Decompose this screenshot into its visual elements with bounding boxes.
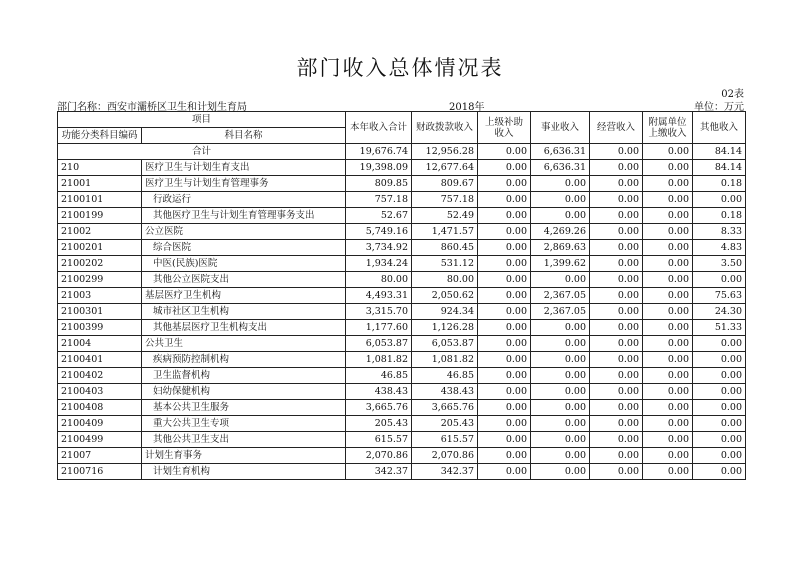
page-title: 部门收入总体情况表 <box>296 56 504 80</box>
table-row <box>58 272 746 288</box>
header-item: 项目 <box>58 112 346 128</box>
func-code-cell: 2100401 <box>58 352 142 368</box>
subject-name-cell: 基本公共卫生服务 <box>142 400 346 416</box>
value-cell: 0.00 <box>478 432 531 448</box>
value-cell: 0.00 <box>478 368 531 384</box>
value-cell: 0.00 <box>478 352 531 368</box>
table-row <box>58 288 746 304</box>
header-func-code: 功能分类科目编码 <box>58 128 142 144</box>
func-code-cell: 2100199 <box>58 208 142 224</box>
table-row <box>58 320 746 336</box>
value-cell: 0.00 <box>590 192 643 208</box>
value-cell: 0.00 <box>693 352 746 368</box>
value-cell: 0.00 <box>693 272 746 288</box>
value-cell: 46.85 <box>346 368 412 384</box>
subject-name-cell: 卫生监督机构 <box>142 368 346 384</box>
total-row <box>58 144 746 160</box>
value-cell: 2,070.86 <box>346 448 412 464</box>
value-cell: 0.18 <box>693 208 746 224</box>
table-row <box>58 304 746 320</box>
value-cell: 0.00 <box>478 320 531 336</box>
value-cell: 19,398.09 <box>346 160 412 176</box>
subject-name-cell: 其他基层医疗卫生机构支出 <box>142 320 346 336</box>
value-cell: 0.00 <box>643 320 693 336</box>
value-cell: 0.00 <box>531 352 590 368</box>
table-row <box>58 160 746 176</box>
value-cell: 0.00 <box>590 160 643 176</box>
value-cell: 0.00 <box>590 368 643 384</box>
value-cell: 0.00 <box>643 448 693 464</box>
value-cell: 531.12 <box>412 256 478 272</box>
table-row <box>58 192 746 208</box>
value-cell: 615.57 <box>412 432 478 448</box>
subject-name-cell: 综合医院 <box>142 240 346 256</box>
value-cell: 0.00 <box>531 384 590 400</box>
table-code: 02表 <box>721 89 744 100</box>
value-cell: 0.00 <box>531 416 590 432</box>
subject-name-cell: 其他公共卫生支出 <box>142 432 346 448</box>
value-cell: 1,081.82 <box>346 352 412 368</box>
value-cell: 757.18 <box>346 192 412 208</box>
value-cell: 860.45 <box>412 240 478 256</box>
value-cell: 0.00 <box>531 192 590 208</box>
value-cell: 0.00 <box>643 256 693 272</box>
table-row <box>58 432 746 448</box>
value-cell: 6,636.31 <box>531 160 590 176</box>
value-cell: 809.85 <box>346 176 412 192</box>
header-col-other: 其他收入 <box>693 112 746 144</box>
value-cell: 0.00 <box>693 448 746 464</box>
value-cell: 0.00 <box>590 240 643 256</box>
value-cell: 3,734.92 <box>346 240 412 256</box>
value-cell: 438.43 <box>346 384 412 400</box>
header-subject-name: 科目名称 <box>142 128 346 144</box>
table-row <box>58 256 746 272</box>
value-cell: 2,367.05 <box>531 288 590 304</box>
header-col-operating: 经营收入 <box>590 112 643 144</box>
total-value: 6,636.31 <box>531 144 590 160</box>
subject-name-cell: 基层医疗卫生机构 <box>142 288 346 304</box>
value-cell: 0.00 <box>643 176 693 192</box>
value-cell: 0.00 <box>478 384 531 400</box>
value-cell: 0.00 <box>643 224 693 240</box>
value-cell: 0.00 <box>590 256 643 272</box>
header-col-total: 本年收入合计 <box>346 112 412 144</box>
value-cell: 3,315.70 <box>346 304 412 320</box>
value-cell: 84.14 <box>693 160 746 176</box>
value-cell: 0.00 <box>590 352 643 368</box>
value-cell: 2,367.05 <box>531 304 590 320</box>
total-value: 19,676.74 <box>346 144 412 160</box>
value-cell: 0.00 <box>478 192 531 208</box>
value-cell: 75.63 <box>693 288 746 304</box>
total-value: 0.00 <box>590 144 643 160</box>
value-cell: 0.00 <box>643 288 693 304</box>
value-cell: 0.00 <box>590 432 643 448</box>
value-cell: 0.00 <box>693 192 746 208</box>
value-cell: 615.57 <box>346 432 412 448</box>
value-cell: 0.00 <box>643 336 693 352</box>
value-cell: 0.00 <box>643 432 693 448</box>
func-code-cell: 2100408 <box>58 400 142 416</box>
value-cell: 0.00 <box>693 336 746 352</box>
value-cell: 0.00 <box>478 176 531 192</box>
value-cell: 2,050.62 <box>412 288 478 304</box>
table-row <box>58 448 746 464</box>
subject-name-cell: 妇幼保健机构 <box>142 384 346 400</box>
func-code-cell: 2100399 <box>58 320 142 336</box>
value-cell: 0.00 <box>590 288 643 304</box>
value-cell: 0.00 <box>478 160 531 176</box>
value-cell: 0.00 <box>590 272 643 288</box>
value-cell: 0.00 <box>590 224 643 240</box>
value-cell: 0.00 <box>643 192 693 208</box>
value-cell: 0.00 <box>590 208 643 224</box>
header-col-affiliated: 附属单位上缴收入 <box>643 112 693 144</box>
value-cell: 0.00 <box>643 384 693 400</box>
total-value: 0.00 <box>643 144 693 160</box>
value-cell: 0.00 <box>693 400 746 416</box>
value-cell: 0.00 <box>590 400 643 416</box>
value-cell: 52.49 <box>412 208 478 224</box>
value-cell: 342.37 <box>412 464 478 480</box>
value-cell: 0.00 <box>531 208 590 224</box>
value-cell: 51.33 <box>693 320 746 336</box>
func-code-cell: 2100299 <box>58 272 142 288</box>
value-cell: 5,749.16 <box>346 224 412 240</box>
value-cell: 4,269.26 <box>531 224 590 240</box>
value-cell: 0.00 <box>643 160 693 176</box>
value-cell: 0.00 <box>478 416 531 432</box>
subject-name-cell: 中医(民族)医院 <box>142 256 346 272</box>
value-cell: 0.00 <box>643 208 693 224</box>
value-cell: 0.00 <box>531 400 590 416</box>
table-row <box>58 368 746 384</box>
subject-name-cell: 医疗卫生与计划生育管理事务 <box>142 176 346 192</box>
func-code-cell: 2100499 <box>58 432 142 448</box>
value-cell: 0.00 <box>643 304 693 320</box>
value-cell: 3,665.76 <box>346 400 412 416</box>
value-cell: 0.00 <box>531 448 590 464</box>
header-col-fiscal: 财政拨款收入 <box>412 112 478 144</box>
value-cell: 757.18 <box>412 192 478 208</box>
value-cell: 52.67 <box>346 208 412 224</box>
subject-name-cell: 公共卫生 <box>142 336 346 352</box>
value-cell: 205.43 <box>412 416 478 432</box>
value-cell: 80.00 <box>412 272 478 288</box>
table-row <box>58 352 746 368</box>
value-cell: 0.00 <box>531 272 590 288</box>
func-code-cell: 21003 <box>58 288 142 304</box>
value-cell: 6,053.87 <box>346 336 412 352</box>
table-row <box>58 224 746 240</box>
value-cell: 0.00 <box>531 320 590 336</box>
func-code-cell: 2100301 <box>58 304 142 320</box>
subject-name-cell: 公立医院 <box>142 224 346 240</box>
value-cell: 0.00 <box>478 304 531 320</box>
value-cell: 0.00 <box>478 256 531 272</box>
value-cell: 8.33 <box>693 224 746 240</box>
table-meta <box>57 98 744 111</box>
value-cell: 1,126.28 <box>412 320 478 336</box>
total-label: 合计 <box>58 144 346 160</box>
value-cell: 0.00 <box>478 224 531 240</box>
table-row <box>58 336 746 352</box>
value-cell: 6,053.87 <box>412 336 478 352</box>
value-cell: 0.00 <box>478 288 531 304</box>
value-cell: 0.00 <box>693 368 746 384</box>
value-cell: 0.00 <box>478 272 531 288</box>
value-cell: 12,677.64 <box>412 160 478 176</box>
func-code-cell: 210 <box>58 160 142 176</box>
func-code-cell: 21007 <box>58 448 142 464</box>
value-cell: 4,493.31 <box>346 288 412 304</box>
value-cell: 0.00 <box>693 432 746 448</box>
value-cell: 0.00 <box>478 240 531 256</box>
header-col-business: 事业收入 <box>531 112 590 144</box>
value-cell: 1,177.60 <box>346 320 412 336</box>
department-name: 部门名称：西安市灞桥区卫生和计划生育局 <box>57 102 247 113</box>
value-cell: 0.00 <box>590 464 643 480</box>
value-cell: 0.00 <box>478 336 531 352</box>
value-cell: 3.50 <box>693 256 746 272</box>
subject-name-cell: 行政运行 <box>142 192 346 208</box>
total-value: 84.14 <box>693 144 746 160</box>
func-code-cell: 21004 <box>58 336 142 352</box>
func-code-cell: 2100402 <box>58 368 142 384</box>
value-cell: 0.00 <box>643 416 693 432</box>
total-value: 0.00 <box>478 144 531 160</box>
value-cell: 0.00 <box>590 336 643 352</box>
value-cell: 0.00 <box>590 176 643 192</box>
value-cell: 0.00 <box>590 448 643 464</box>
subject-name-cell: 疾病预防控制机构 <box>142 352 346 368</box>
func-code-cell: 2100202 <box>58 256 142 272</box>
subject-name-cell: 城市社区卫生机构 <box>142 304 346 320</box>
func-code-cell: 21002 <box>58 224 142 240</box>
value-cell: 0.00 <box>478 400 531 416</box>
year-label: 2018年 <box>449 102 485 113</box>
value-cell: 3,665.76 <box>412 400 478 416</box>
value-cell: 0.00 <box>643 464 693 480</box>
value-cell: 0.00 <box>643 400 693 416</box>
subject-name-cell: 计划生育机构 <box>142 464 346 480</box>
value-cell: 0.00 <box>643 240 693 256</box>
value-cell: 438.43 <box>412 384 478 400</box>
subject-name-cell: 计划生育事务 <box>142 448 346 464</box>
value-cell: 0.18 <box>693 176 746 192</box>
value-cell: 809.67 <box>412 176 478 192</box>
unit-label: 单位：万元 <box>694 102 744 113</box>
value-cell: 0.00 <box>643 352 693 368</box>
value-cell: 2,869.63 <box>531 240 590 256</box>
value-cell: 0.00 <box>478 448 531 464</box>
func-code-cell: 2100403 <box>58 384 142 400</box>
header-row-1 <box>58 112 746 128</box>
value-cell: 46.85 <box>412 368 478 384</box>
func-code-cell: 2100101 <box>58 192 142 208</box>
value-cell: 1,934.24 <box>346 256 412 272</box>
func-code-cell: 21001 <box>58 176 142 192</box>
table-row <box>58 176 746 192</box>
value-cell: 342.37 <box>346 464 412 480</box>
value-cell: 0.00 <box>643 368 693 384</box>
value-cell: 0.00 <box>693 384 746 400</box>
value-cell: 0.00 <box>643 272 693 288</box>
subject-name-cell: 医疗卫生与计划生育支出 <box>142 160 346 176</box>
total-value: 12,956.28 <box>412 144 478 160</box>
value-cell: 0.00 <box>531 336 590 352</box>
value-cell: 0.00 <box>590 320 643 336</box>
value-cell: 924.34 <box>412 304 478 320</box>
value-cell: 0.00 <box>531 464 590 480</box>
func-code-cell: 2100716 <box>58 464 142 480</box>
value-cell: 205.43 <box>346 416 412 432</box>
value-cell: 0.00 <box>693 416 746 432</box>
table-row <box>58 384 746 400</box>
value-cell: 0.00 <box>590 416 643 432</box>
value-cell: 1,399.62 <box>531 256 590 272</box>
value-cell: 2,070.86 <box>412 448 478 464</box>
value-cell: 0.00 <box>478 464 531 480</box>
value-cell: 24.30 <box>693 304 746 320</box>
value-cell: 0.00 <box>590 384 643 400</box>
value-cell: 1,471.57 <box>412 224 478 240</box>
value-cell: 0.00 <box>478 208 531 224</box>
value-cell: 0.00 <box>590 304 643 320</box>
revenue-table <box>57 111 746 480</box>
table-row <box>58 400 746 416</box>
value-cell: 80.00 <box>346 272 412 288</box>
header-col-superior: 上级补助收入 <box>478 112 531 144</box>
subject-name-cell: 重大公共卫生专项 <box>142 416 346 432</box>
subject-name-cell: 其他医疗卫生与计划生育管理事务支出 <box>142 208 346 224</box>
table-row <box>58 416 746 432</box>
func-code-cell: 2100409 <box>58 416 142 432</box>
func-code-cell: 2100201 <box>58 240 142 256</box>
value-cell: 0.00 <box>693 464 746 480</box>
subject-name-cell: 其他公立医院支出 <box>142 272 346 288</box>
value-cell: 4.83 <box>693 240 746 256</box>
table-row <box>58 464 746 480</box>
value-cell: 0.00 <box>531 368 590 384</box>
table-row <box>58 208 746 224</box>
value-cell: 0.00 <box>531 176 590 192</box>
value-cell: 1,081.82 <box>412 352 478 368</box>
value-cell: 0.00 <box>531 432 590 448</box>
table-row <box>58 240 746 256</box>
